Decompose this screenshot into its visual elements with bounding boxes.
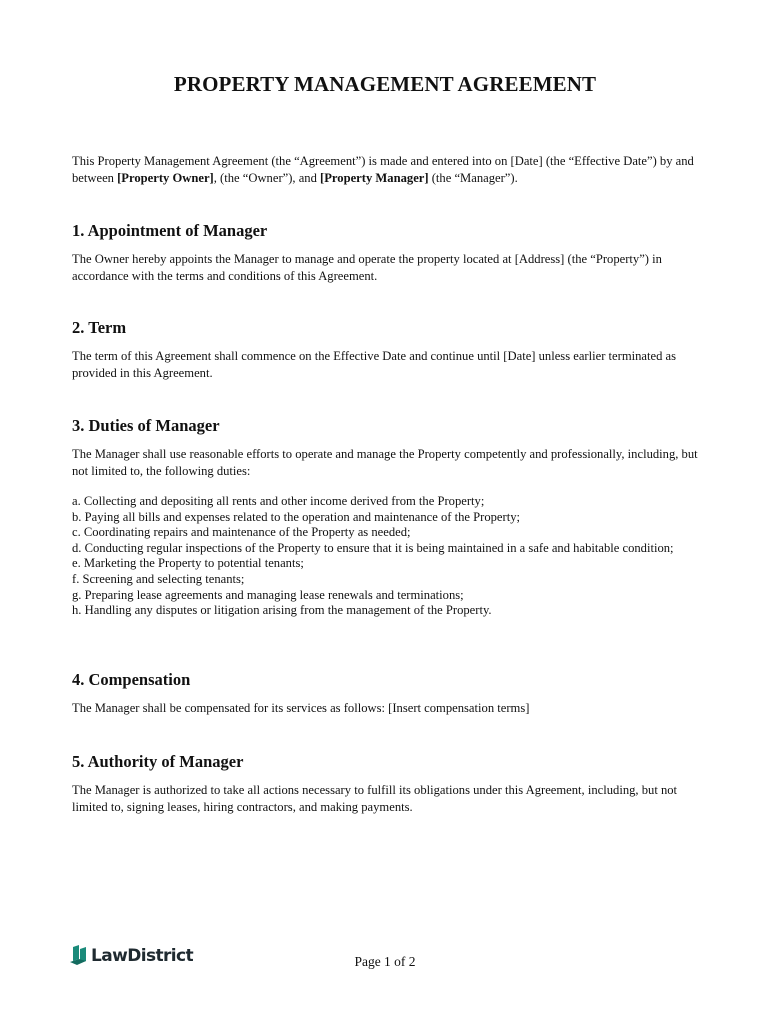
- list-item: g. Preparing lease agreements and managing lease renewals and terminations;: [72, 587, 464, 602]
- section-duties: [72, 416, 702, 619]
- document-title: PROPERTY MANAGEMENT AGREEMENT: [173, 72, 597, 96]
- intro-text-1: This Property Management Agreement (the “Agreement”) is made and entered into on [Date] (the “Effective Date”) by and between: [72, 154, 694, 185]
- section-body: The term of this Agreement shall commence on the Effective Date and continue until [Date] unless earlier terminated as provided in this Agreement.: [72, 349, 677, 380]
- section-heading: 2. Term: [72, 318, 127, 337]
- intro-text-3: (the “Manager”).: [428, 171, 518, 185]
- list-item: f. Screening and selecting tenants;: [72, 571, 245, 586]
- section-heading: 5. Authority of Manager: [72, 752, 244, 771]
- list-item: a. Collecting and depositing all rents and other income derived from the Property;: [72, 494, 485, 508]
- duties-list: [72, 494, 702, 619]
- section-authority: [72, 752, 702, 816]
- section-body: The Manager is authorized to take all actions necessary to fulfill its obligations under this Agreement, including, but not limited to, signing leases, hiring contractors, and making payments.: [72, 783, 678, 814]
- section-appointment: [72, 221, 702, 285]
- list-item: b. Paying all bills and expenses related to the operation and maintenance of the Property;: [72, 509, 520, 524]
- section-compensation: [72, 670, 702, 717]
- property-manager-placeholder: [Property Manager]: [320, 171, 429, 185]
- logo-text: LawDistrict: [91, 946, 194, 966]
- section-body: The Owner hereby appoints the Manager to manage and operate the property located at [Address] (the “Property”) in accordance with the terms and conditions of this Agreement.: [72, 252, 662, 283]
- section-body: The Manager shall be compensated for its services as follows: [Insert compensation terms]: [72, 701, 530, 715]
- section-heading: 3. Duties of Manager: [72, 416, 220, 435]
- list-item: e. Marketing the Property to potential tenants;: [72, 556, 304, 571]
- section-heading: 1. Appointment of Manager: [72, 221, 268, 240]
- section-heading: 4. Compensation: [72, 670, 191, 689]
- intro-text-2: , (the “Owner”), and: [213, 171, 321, 185]
- property-owner-placeholder: [Property Owner]: [117, 171, 214, 185]
- intro-paragraph: [72, 153, 702, 187]
- page-number: Page 1 of 2: [354, 954, 416, 969]
- list-item: c. Coordinating repairs and maintenance of the Property as needed;: [72, 525, 411, 540]
- section-body: The Manager shall use reasonable efforts to operate and manage the Property competently and professionally, including, but not limited to, the following duties:: [72, 447, 698, 478]
- list-item: d. Conducting regular inspections of the Property to ensure that it is being maintained in a safe and habitable condition;: [72, 540, 674, 555]
- section-term: [72, 318, 702, 382]
- list-item: h. Handling any disputes or litigation arising from the management of the Property.: [72, 603, 492, 618]
